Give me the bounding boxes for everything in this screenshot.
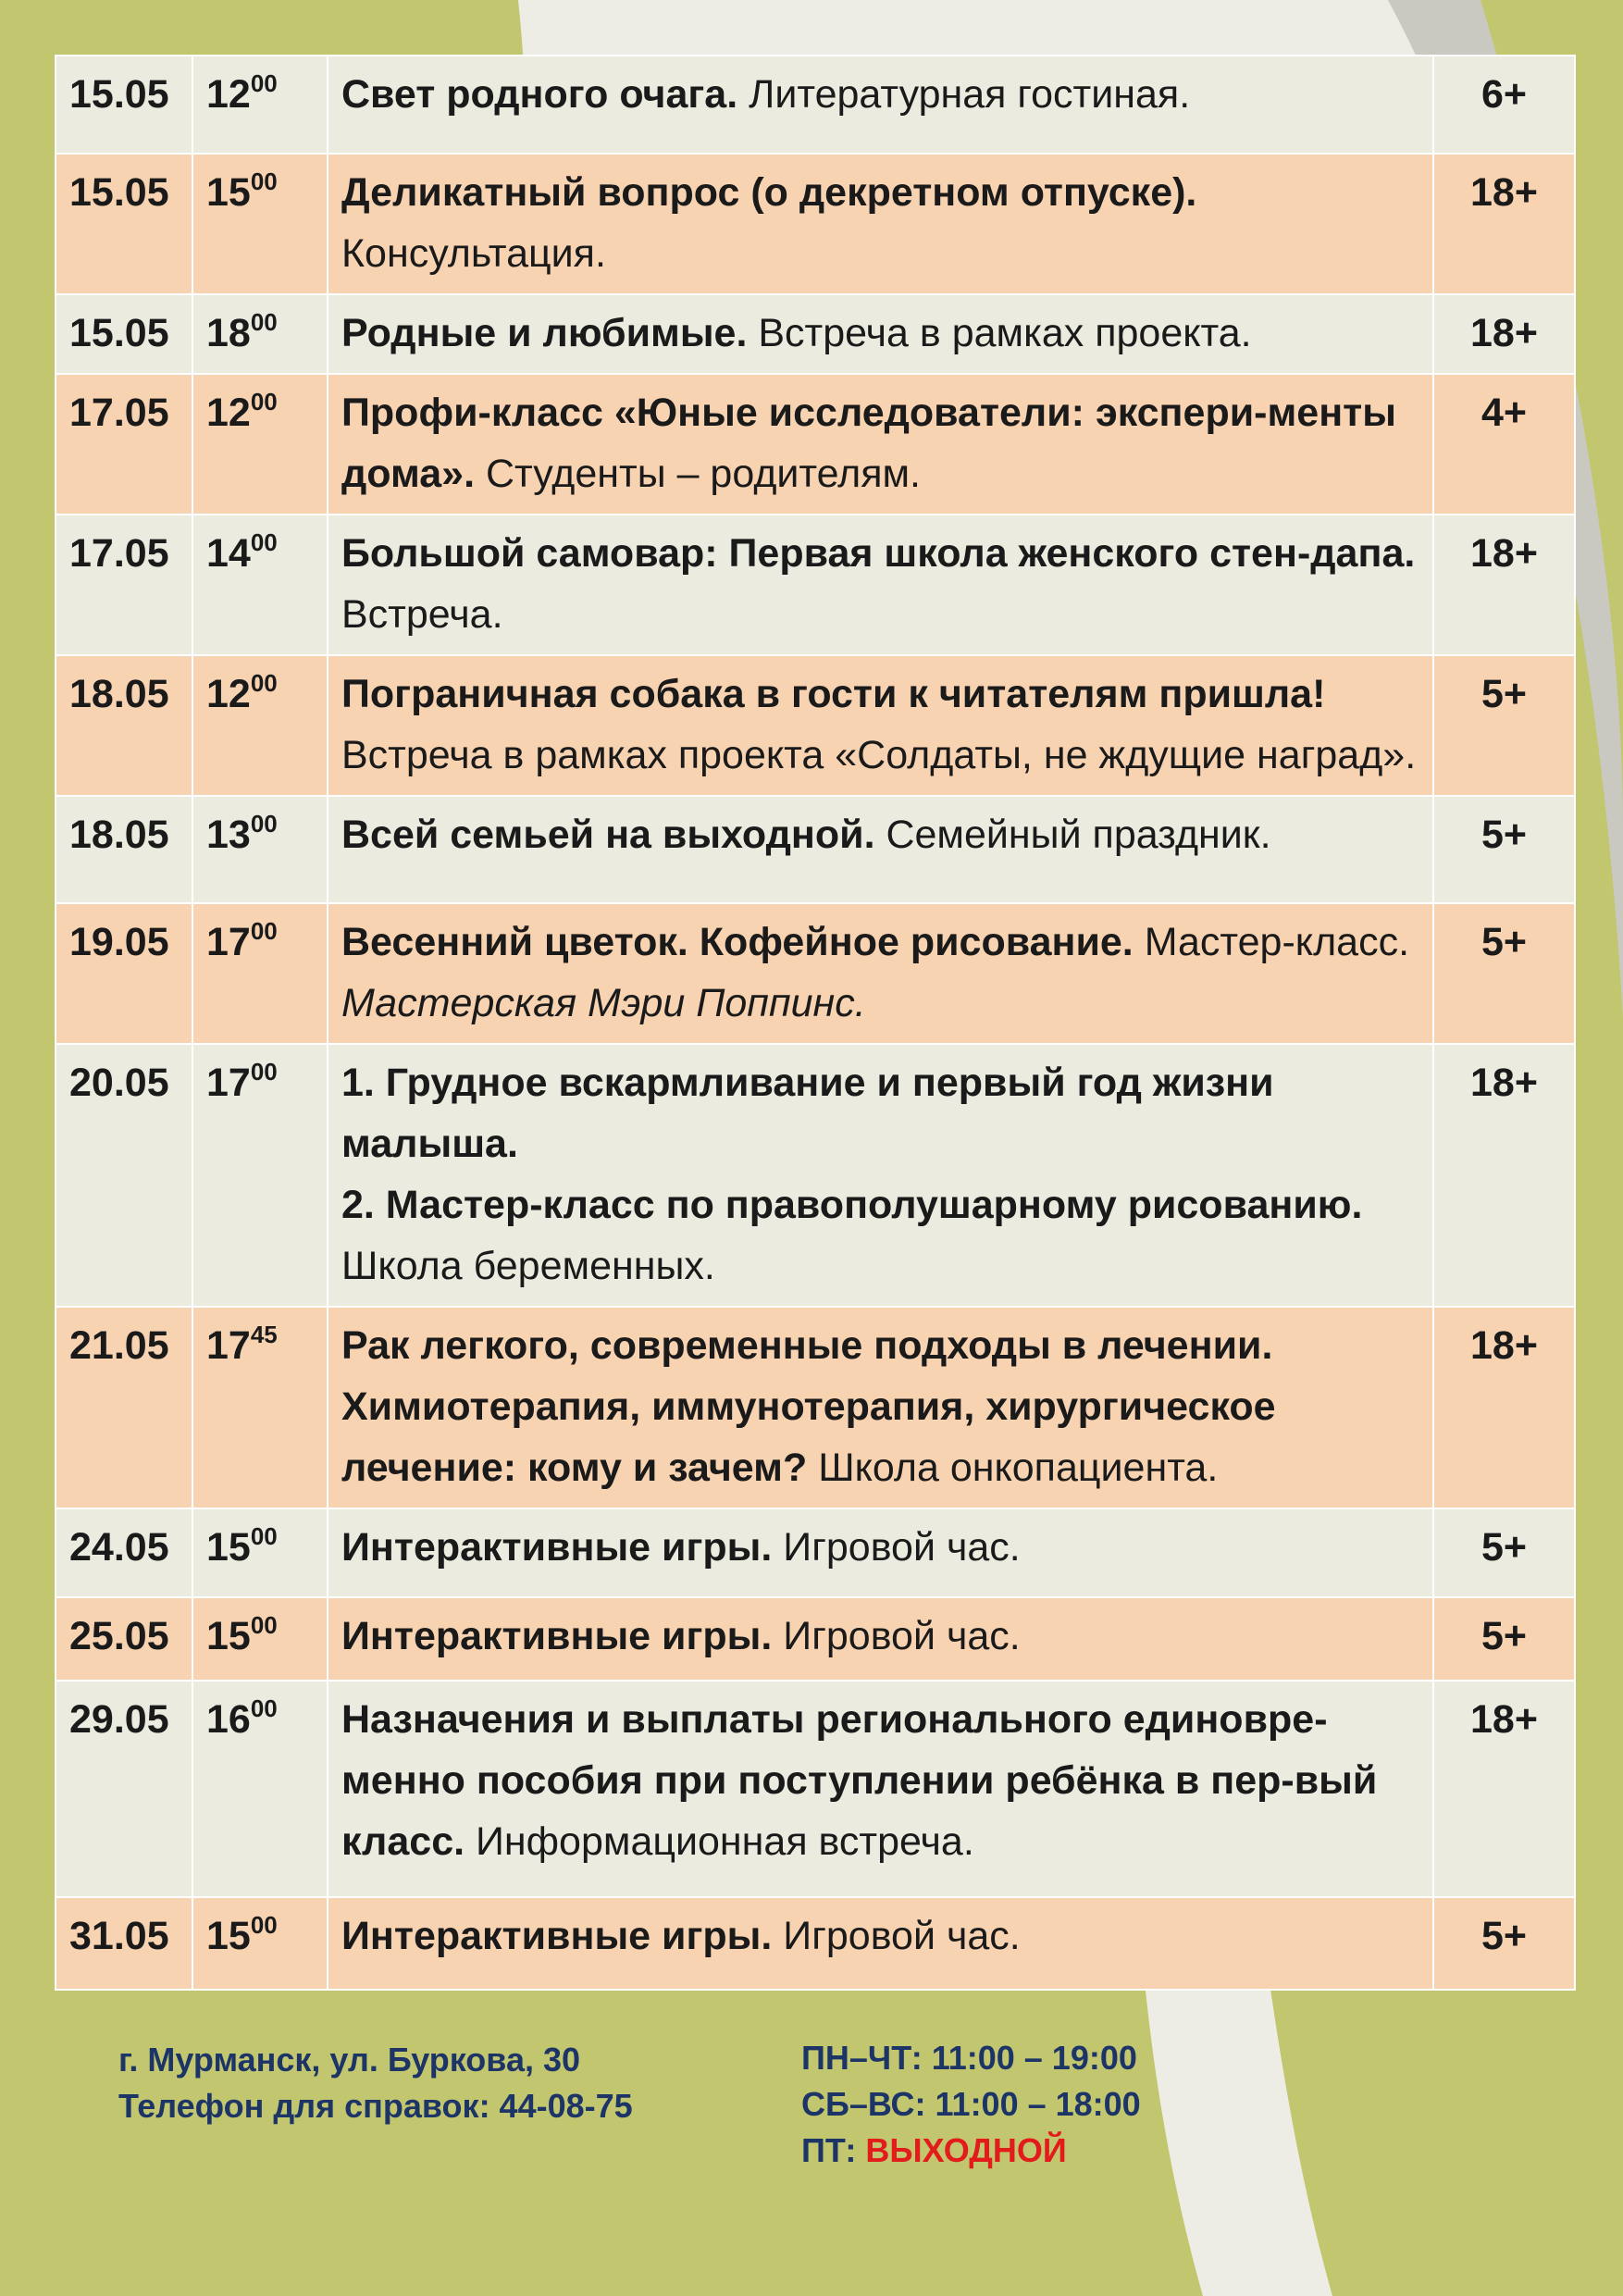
event-date: 15.05 [56, 154, 192, 294]
event-title: Весенний цветок. Кофейное рисование. [341, 920, 1134, 964]
event-hour: 16 [206, 1697, 251, 1742]
event-hour: 15 [206, 170, 251, 215]
event-description [328, 796, 1433, 903]
table-row [56, 294, 1575, 374]
closed-day-label: ВЫХОДНОЙ [865, 2131, 1067, 2169]
event-title: Большой самовар: Первая школа женского стен-дапа. [341, 531, 1416, 576]
event-type: Школа онкопациента. [818, 1446, 1219, 1490]
event-title: Родные и любимые. [341, 311, 748, 355]
event-hour: 12 [206, 391, 251, 435]
event-date: 18.05 [56, 796, 192, 903]
event-age-rating: 5+ [1433, 796, 1575, 903]
event-description [328, 374, 1433, 515]
table-row [56, 1597, 1575, 1681]
table-row [56, 56, 1575, 154]
event-organizer: Мастерская Мэри Поппинс. [341, 981, 866, 1025]
event-title: Назначения и выплаты регионального единовре-менно пособия при поступлении ребёнка в пер-вый класс. [341, 1697, 1378, 1864]
contact-info [118, 2037, 633, 2129]
table-row [56, 655, 1575, 796]
event-date: 21.05 [56, 1307, 192, 1508]
event-type: Мастер-класс. [1144, 920, 1410, 964]
event-age-rating: 5+ [1433, 1897, 1575, 1990]
table-row [56, 1044, 1575, 1307]
event-age-rating: 4+ [1433, 374, 1575, 515]
event-title-second: 2. Мастер-класс по правополушарному рисованию. [341, 1183, 1363, 1227]
event-title: Интерактивные игры. [341, 1614, 773, 1658]
event-date: 25.05 [56, 1597, 192, 1681]
event-time [192, 1044, 328, 1307]
event-time [192, 1508, 328, 1597]
event-minutes: 00 [250, 308, 278, 336]
event-hour: 12 [206, 672, 251, 716]
event-title: Рак легкого, современные подходы в лечении. Химиотерапия, иммунотерапия, хирургическое лечение: кому и зачем? [341, 1323, 1276, 1490]
event-title: Профи-класс «Юные исследователи: экспери-менты дома». [341, 391, 1396, 496]
event-time [192, 374, 328, 515]
event-description [328, 655, 1433, 796]
event-age-rating: 5+ [1433, 655, 1575, 796]
event-description [328, 154, 1433, 294]
event-date: 17.05 [56, 374, 192, 515]
event-type: Информационная встреча. [476, 1819, 974, 1864]
event-title: Свет родного очага. [341, 72, 738, 117]
event-hour: 12 [206, 72, 251, 117]
event-minutes: 00 [250, 1611, 278, 1639]
event-hour: 17 [206, 1323, 251, 1368]
event-date: 17.05 [56, 515, 192, 655]
event-date: 18.05 [56, 655, 192, 796]
table-row [56, 1897, 1575, 1990]
event-time [192, 796, 328, 903]
event-minutes: 00 [250, 917, 278, 945]
event-time [192, 515, 328, 655]
event-age-rating: 5+ [1433, 1597, 1575, 1681]
event-minutes: 45 [250, 1321, 278, 1348]
hours-weekdays: ПН–ЧТ: 11:00 – 19:00 [801, 2039, 1137, 2077]
table-row [56, 1307, 1575, 1508]
event-age-rating: 18+ [1433, 294, 1575, 374]
event-time [192, 1307, 328, 1508]
event-age-rating: 18+ [1433, 1307, 1575, 1508]
event-date: 31.05 [56, 1897, 192, 1990]
event-hour: 14 [206, 531, 251, 576]
event-type: Игровой час. [783, 1914, 1021, 1958]
event-time [192, 294, 328, 374]
event-minutes: 00 [250, 1694, 278, 1722]
event-age-rating: 5+ [1433, 1508, 1575, 1597]
event-description [328, 56, 1433, 154]
event-type: Встреча в рамках проекта. [758, 311, 1252, 355]
event-minutes: 00 [250, 1911, 278, 1939]
event-age-rating: 18+ [1433, 1681, 1575, 1897]
event-description [328, 1044, 1433, 1307]
event-type: Семейный праздник. [886, 813, 1271, 857]
event-date: 19.05 [56, 903, 192, 1044]
event-title: Пограничная собака в гости к читателям пришла! [341, 672, 1326, 716]
event-type: Консультация. [341, 231, 606, 276]
event-time [192, 655, 328, 796]
table-row [56, 1681, 1575, 1897]
event-minutes: 00 [250, 1058, 278, 1086]
event-hour: 17 [206, 920, 251, 964]
table-row [56, 796, 1575, 903]
event-date: 15.05 [56, 56, 192, 154]
event-type: Игровой час. [783, 1614, 1021, 1658]
event-date: 15.05 [56, 294, 192, 374]
event-title: Всей семьей на выходной. [341, 813, 875, 857]
table-row [56, 515, 1575, 655]
table-row [56, 374, 1575, 515]
event-time [192, 1597, 328, 1681]
event-date: 29.05 [56, 1681, 192, 1897]
event-type: Игровой час. [783, 1525, 1021, 1570]
event-hour: 15 [206, 1525, 251, 1570]
opening-hours [801, 2035, 1141, 2174]
event-age-rating: 6+ [1433, 56, 1575, 154]
event-description [328, 294, 1433, 374]
event-date: 20.05 [56, 1044, 192, 1307]
event-hour: 17 [206, 1061, 251, 1105]
event-time [192, 56, 328, 154]
event-age-rating: 5+ [1433, 903, 1575, 1044]
event-description [328, 1897, 1433, 1990]
event-title: Интерактивные игры. [341, 1525, 773, 1570]
event-age-rating: 18+ [1433, 515, 1575, 655]
event-description [328, 1508, 1433, 1597]
event-description [328, 1307, 1433, 1508]
event-title: Интерактивные игры. [341, 1914, 773, 1958]
event-time [192, 1681, 328, 1897]
event-time [192, 154, 328, 294]
event-minutes: 00 [250, 528, 278, 556]
table-row [56, 154, 1575, 294]
event-type: Литературная гостиная. [749, 72, 1191, 117]
table-row [56, 1508, 1575, 1597]
event-description [328, 903, 1433, 1044]
event-minutes: 00 [250, 669, 278, 697]
event-description [328, 1681, 1433, 1897]
event-time [192, 903, 328, 1044]
hours-friday [801, 2128, 1141, 2174]
event-type: Школа беременных. [341, 1244, 715, 1288]
hours-weekend: СБ–ВС: 11:00 – 18:00 [801, 2085, 1141, 2123]
event-title: 1. Грудное вскармливание и первый год жизни малыша. [341, 1061, 1274, 1166]
event-hour: 13 [206, 813, 251, 857]
event-description [328, 515, 1433, 655]
table-row [56, 903, 1575, 1044]
event-description [328, 1597, 1433, 1681]
event-title: Деликатный вопрос (о декретном отпуске). [341, 170, 1197, 215]
event-date: 24.05 [56, 1508, 192, 1597]
event-type: Студенты – родителям. [485, 452, 922, 496]
event-age-rating: 18+ [1433, 1044, 1575, 1307]
event-time [192, 1897, 328, 1990]
event-minutes: 00 [250, 168, 278, 195]
event-type: Встреча в рамках проекта «Солдаты, не ждущие наград». [341, 733, 1417, 777]
event-hour: 15 [206, 1614, 251, 1658]
friday-label: ПТ: [801, 2131, 857, 2169]
event-hour: 15 [206, 1914, 251, 1958]
event-minutes: 00 [250, 388, 278, 416]
event-schedule-table [55, 55, 1576, 1991]
event-minutes: 00 [250, 1522, 278, 1550]
phone-number: Телефон для справок: 44-08-75 [118, 2087, 633, 2125]
event-minutes: 00 [250, 810, 278, 838]
address: г. Мурманск, ул. Буркова, 30 [118, 2041, 581, 2079]
event-minutes: 00 [250, 69, 278, 97]
event-age-rating: 18+ [1433, 154, 1575, 294]
event-type: Встреча. [341, 592, 503, 637]
event-hour: 18 [206, 311, 251, 355]
